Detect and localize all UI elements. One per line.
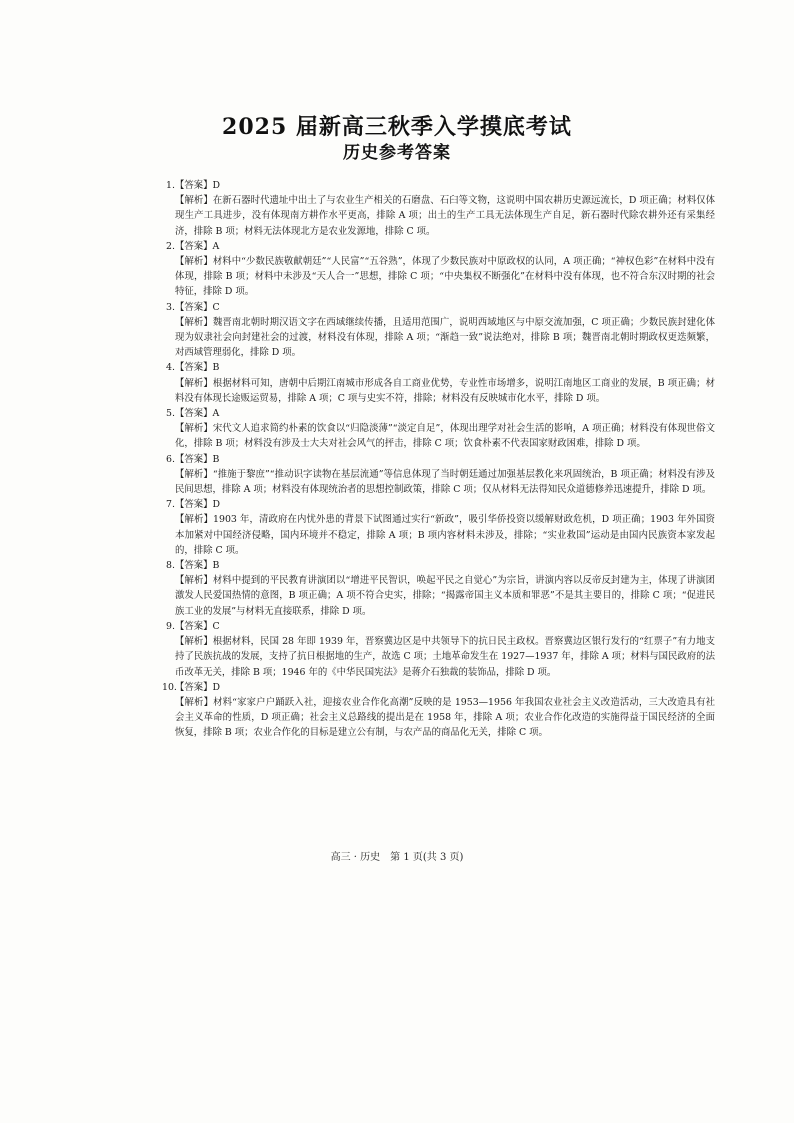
explanation-text: “推施于黎庶”“推动识字读物在基层流通”等信息体现了当时朝廷通过加强基层教化来巩固统治，B 项正确；材料没有涉及民间思想，排除 A 项；材料没有体现统治者的思想控制政策，排除 C 项；仅从材料无法得知民众道德修养迅速提升，排除 D 项。 [175,468,715,496]
answer-item [166,558,715,619]
explanation-text: 材料“家家户户踊跃入社，迎接农业合作化高潮”反映的是 1953—1956 年我国农业社会主义改造活动，三大改造具有社会主义革命的性质，D 项正确；社会主义总路线的提出是在 1958 年，排除 A 项；农业合作化改造的实施得益于国民经济的全面恢复，排除 B 项；农业合作化的目标是建立公有制，与农产品的商品化无关，排除 C 项。 [175,696,715,739]
answer-item [166,178,715,239]
explanation-text: 根据材料可知，唐朝中后期江南城市形成各自工商业优势，专业性市场增多，说明江南地区工商业的发展，B 项正确；材料没有体现长途贩运贸易，排除 A 项；C 项与史实不符，排除；材料没有反映城市化水平，排除 D 项。 [175,377,715,404]
answer-item [166,239,715,300]
answer-item [166,452,715,498]
explanation-text: 根据材料，民国 28 年即 1939 年，晋察冀边区是中共领导下的抗日民主政权。晋察冀边区银行发行的“红票子”有力地支持了民族抗战的发展，支持了抗日根据地的生产，故选 C 项；土地革命发生在 1927—1937 年，排除 A 项；材料与国民政府的法币改革无关，排除 B 项；1946 年的《中华民国宪法》是蒋介石独裁的装饰品，排除 D 项。 [175,636,715,678]
answer-item [166,497,715,558]
answer-item [162,680,715,741]
answer-item [166,406,715,452]
explanation-label: 【解析】 [175,696,214,708]
answer-value: A [212,408,220,420]
explanation-label: 【解析】 [175,514,214,526]
answer-value: C [212,620,220,632]
item-number: 3. [166,301,175,313]
item-number: 7. [166,499,175,511]
answer-label: 【答案】 [175,453,213,465]
answer-value: B [212,453,220,465]
explanation-text: 在新石器时代遗址中出土了与农业生产相关的石磨盘、石臼等文物，这说明中国农耕历史源远流长，D 项正确；材料仅体现生产工具进步，没有体现南方耕作水平更高，排除 A 项；出土的生产工具无法体现生产自足，新石器时代除农耕外还有采集经济，排除 B 项；材料无法体现北方是农业发源地，排除 C 项。 [175,195,715,237]
item-number: 4. [166,362,175,374]
explanation-text: 宋代文人追求简约朴素的饮食以“归隐淡薄”“淡定自足”，体现出理学对社会生活的影响，A 项正确；材料没有体现世俗文化，排除 B 项；材料没有涉及士大夫对社会风气的抨击，排除 C 项；饮食朴素不代表国家财政困难，排除 D 项。 [175,423,715,450]
explanation-label: 【解析】 [175,195,213,207]
explanation-text: 材料中提到的平民教育讲演团以“增进平民智识，唤起平民之自觉心”为宗旨，讲演内容以反帝反封建为主，体现了讲演团激发人民爱国热情的意图，B 项正确；A 项不符合史实，排除；“揭露帝国主义本质和罪恶”不是其主要目的，排除 C 项；“促进民族工业的发展”与材料无直接联系，排除 D 项。 [175,575,715,617]
answer-label: 【答案】 [175,499,213,511]
item-number: 2. [166,240,175,252]
explanation-label: 【解析】 [175,423,213,435]
page-footer: 高三 · 历史 第 1 页(共 3 页) [330,852,464,863]
explanation-text: 1903 年，清政府在内忧外患的背景下试图通过实行“新政”，吸引华侨投资以缓解财政危机，D 项正确；1903 年外国资本加紧对中国经济侵略，国内环境并不稳定，排除 A 项；B 项内容材料未涉及，排除；“实业救国”运动是由国内民族资本家发起的，排除 C 项。 [175,514,715,556]
answer-label: 【答案】 [175,560,213,572]
answer-item [166,619,715,680]
item-number: 10. [162,681,177,693]
answer-value: C [212,301,220,313]
answer-label: 【答案】 [175,362,213,374]
answer-label: 【答案】 [175,681,213,693]
item-number: 9. [166,620,175,632]
answer-item [166,300,715,361]
explanation-label: 【解析】 [175,575,213,587]
answer-list [162,178,715,741]
explanation-label: 【解析】 [175,468,213,480]
answer-value: D [212,180,221,191]
explanation-label: 【解析】 [175,636,213,648]
explanation-text: 材料中“少数民族敬献朝廷”“人民富”“五谷熟”，体现了少数民族对中原政权的认同，A 项正确；“神权色彩”在材料中没有体现，排除 B 项；材料中未涉及“天人合一”思想，排除 C 项；“中央集权不断强化”在材料中没有体现，也不符合东汉时期的社会特征，排除 D 项。 [175,256,715,298]
answer-value: D [212,499,221,511]
explanation-label: 【解析】 [175,316,213,328]
answer-value: A [212,240,220,252]
explanation-label: 【解析】 [175,256,213,268]
answer-label: 【答案】 [175,240,213,252]
item-number: 8. [166,560,175,572]
answer-value: D [212,681,221,693]
answer-label: 【答案】 [175,408,213,420]
item-number: 1. [166,180,175,191]
answer-label: 【答案】 [175,620,213,632]
page-title: 2025 届新高三秋季入学摸底考试 [222,114,572,140]
answer-value: B [212,362,220,374]
item-number: 6. [166,453,175,465]
page-subtitle: 历史参考答案 [343,143,451,163]
answer-label: 【答案】 [175,301,213,313]
answer-value: B [212,560,220,572]
explanation-text: 魏晋南北朝时期汉语文字在西域继续传播，且适用范围广，说明西域地区与中原交流加强，C 项正确；少数民族封建化体现为奴隶社会向封建社会的过渡，材料没有体现，排除 A 项；“渐趋一致”说法绝对，排除 B 项；魏晋南北朝时期政权更迭频繁，对西域管理弱化，排除 D 项。 [175,316,715,359]
item-number: 5. [166,408,175,420]
explanation-label: 【解析】 [175,377,213,389]
answer-label: 【答案】 [175,180,213,191]
answer-item [166,360,715,406]
